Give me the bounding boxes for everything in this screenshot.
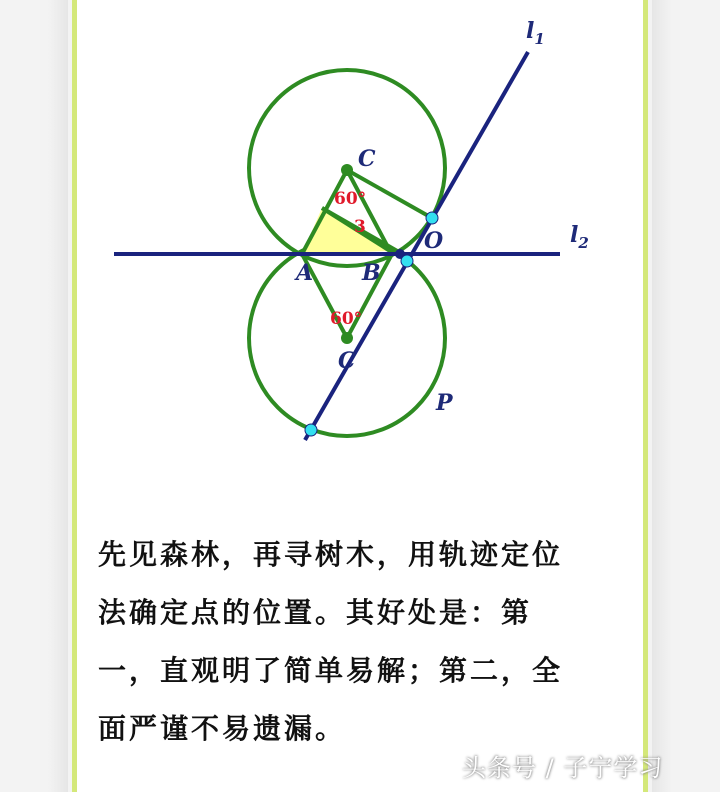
label-l2: $l_2$ (570, 222, 589, 252)
label-a: A (296, 260, 314, 286)
label-o: O (424, 228, 444, 254)
label-c-bottom: C (338, 348, 356, 374)
intersection-p (305, 424, 317, 436)
label-p: P (436, 390, 453, 416)
intersection-near-b (401, 255, 413, 267)
angle-top: 60° (334, 189, 367, 209)
point-c-top (341, 164, 353, 176)
watermark: 头条号 / 子宁学习 (462, 754, 664, 782)
label-c-top: C (358, 146, 376, 172)
caption-text: 先见森林，再寻树木，用轨迹定位 法确定点的位置。其好处是：第 一，直观明了简单易解；第二，全 面严谨不易遗漏。 (98, 538, 564, 745)
angle-bottom: 60° (330, 309, 363, 329)
label-l1: $l_1$ (526, 18, 545, 48)
label-b: B (362, 260, 381, 286)
intersection-o (426, 212, 438, 224)
point-c-bottom (341, 332, 353, 344)
angle-mid: 3 (354, 217, 366, 237)
